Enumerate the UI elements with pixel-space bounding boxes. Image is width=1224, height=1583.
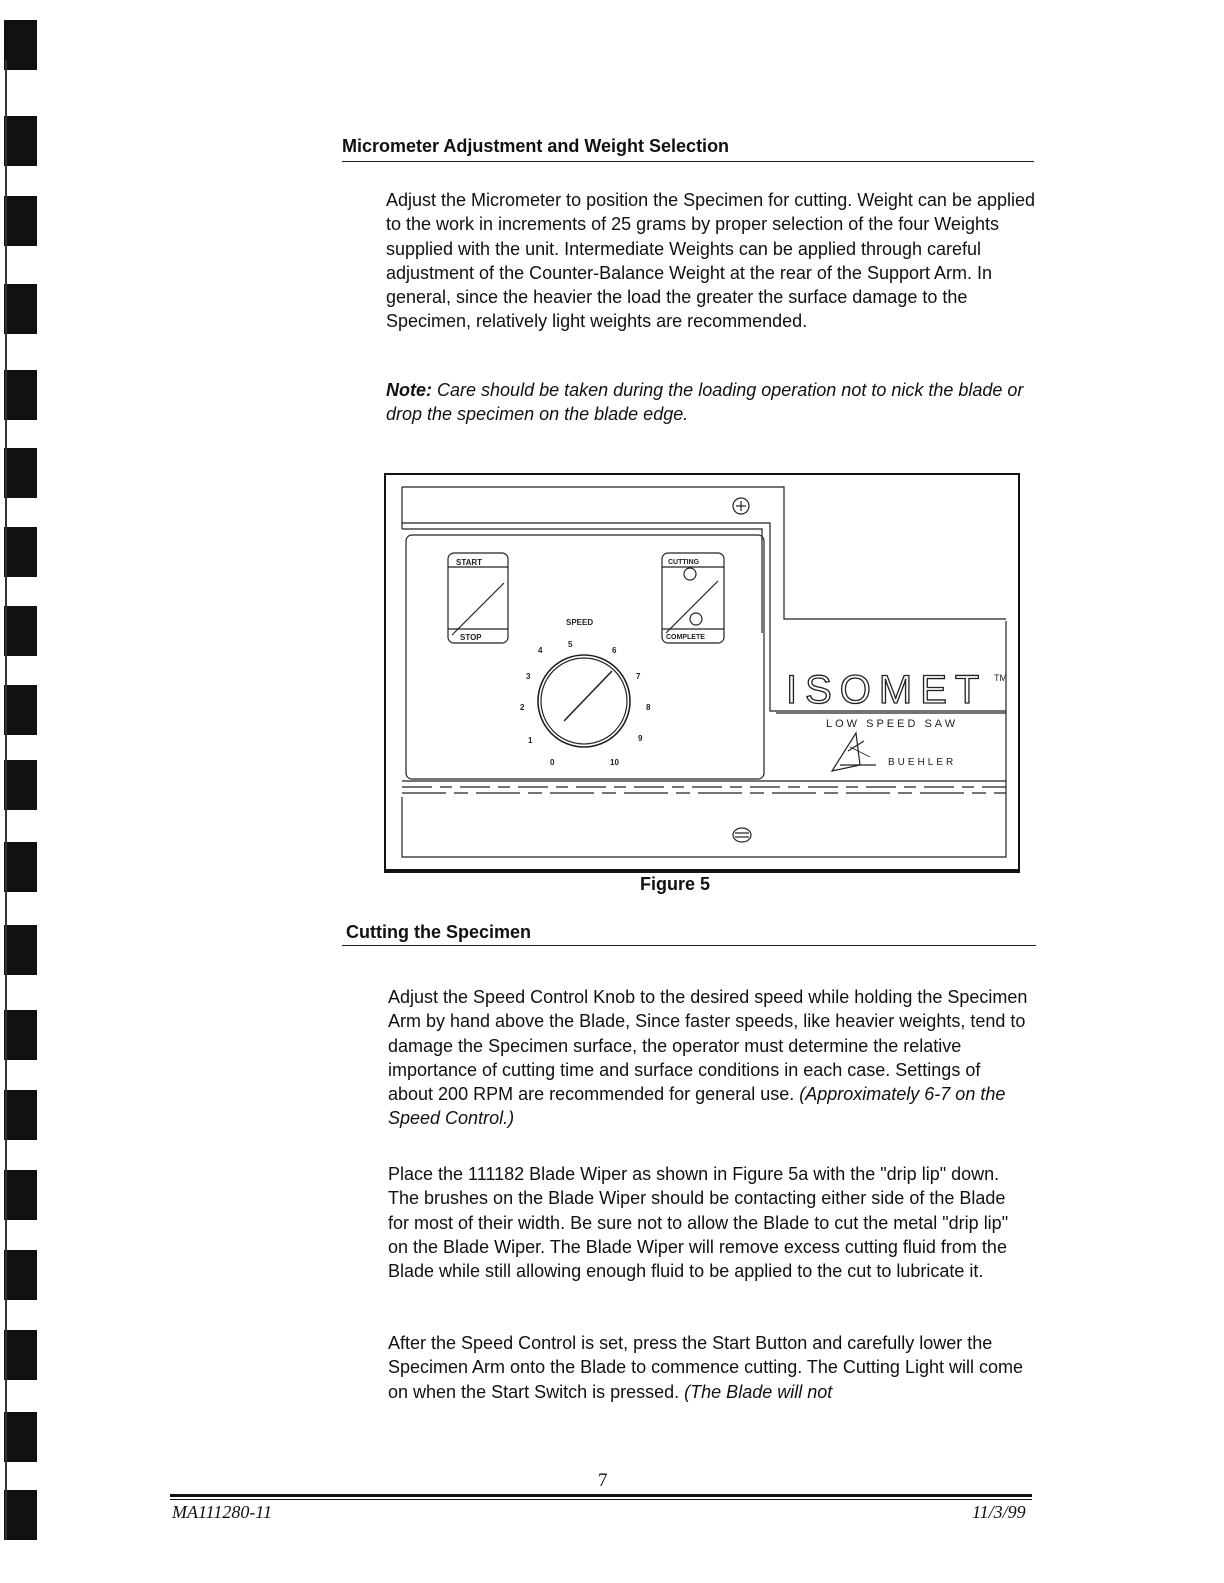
section-rule <box>342 945 1036 946</box>
low-speed-saw-label: LOW SPEED SAW <box>826 718 959 730</box>
dial-number: 5 <box>568 640 573 649</box>
footer-rule <box>170 1494 1032 1497</box>
dial-number: 4 <box>538 646 543 655</box>
section-rule <box>342 161 1034 162</box>
buehler-label: BUEHLER <box>888 757 957 768</box>
cutting-paragraph-3-text: After the Speed Control is set, press the Start Button and carefully lower the Specimen Arm onto the Blade to commence cutting. The Cutting Light will come on when the Start Switch is pressed. <box>388 1333 1023 1402</box>
note-text: Care should be taken during the loading operation not to nick the blade or drop the specimen on the blade edge. <box>386 380 1024 425</box>
cutting-paragraph-1-text: Adjust the Speed Control Knob to the desired speed while holding the Specimen Arm by hand above the Blade, Since faster speeds, like heavier weights, tend to damage the Specimen surface, the operator must determine the relative importance of cutting time and surface conditions in each case. Settings of about 200 RPM are recommended for general use. <box>388 987 1028 1105</box>
figure-caption: Figure 5 <box>640 874 711 894</box>
dial-number: 2 <box>520 703 525 712</box>
dial-number: 8 <box>646 703 651 712</box>
note-label: Note: <box>386 380 432 400</box>
dial-number: 7 <box>636 672 641 681</box>
document-id: MA111280-11 <box>172 1502 272 1522</box>
complete-label: COMPLETE <box>666 634 705 641</box>
control-panel-drawing <box>386 475 1018 869</box>
dial-number: 0 <box>550 758 555 767</box>
cutting-paragraph-2: Place the 111182 Blade Wiper as shown in Figure 5a with the "drip lip" down. The brushes on the Blade Wiper should be contacting either side of the Blade for most of their width. Be sure not to allow the Blade to cut the metal "drip lip" on the Blade Wiper. The Blade Wiper will remove excess cutting fluid from the Blade while still allowing enough fluid to be applied to the cut to lubricate it. <box>388 1164 1009 1282</box>
trademark: TM <box>994 673 1007 683</box>
dial-number: 10 <box>610 758 619 767</box>
binding-marks <box>0 0 40 1583</box>
isomet-brand: ISOMET <box>786 668 988 712</box>
dial-number: 9 <box>638 734 643 743</box>
section-title-micrometer: Micrometer Adjustment and Weight Selection <box>342 136 730 156</box>
start-label: START <box>456 558 483 567</box>
cutting-label: CUTTING <box>668 559 700 566</box>
dial-number: 6 <box>612 646 617 655</box>
cutting-paragraph-1 <box>388 985 1028 1131</box>
dial-number: 3 <box>526 672 531 681</box>
cutting-paragraph-1-italic: (Approximately 6-7 on the Speed Control.) <box>388 1084 1006 1129</box>
figure-5-control-panel <box>384 473 1020 873</box>
stop-label: STOP <box>460 633 482 642</box>
note-paragraph <box>386 378 1036 427</box>
footer-rule-thin <box>170 1499 1032 1500</box>
page-number: 7 <box>598 1470 608 1491</box>
cutting-paragraph-3 <box>388 1331 1028 1404</box>
dial-number: 1 <box>528 736 533 745</box>
micrometer-paragraph: Adjust the Micrometer to position the Specimen for cutting. Weight can be applied to the work in increments of 25 grams by proper selection of the four Weights supplied with the unit. Intermediate Weights can be applied through careful adjustment of the Counter-Balance Weight at the rear of the Support Arm. In general, since the heavier the load the greater the surface damage to the Specimen, relatively light weights are recommended. <box>386 190 1036 332</box>
speed-label: SPEED <box>566 618 594 627</box>
cutting-paragraph-3-italic: (The Blade will not <box>684 1381 833 1402</box>
section-title-cutting: Cutting the Specimen <box>346 922 532 942</box>
document-date: 11/3/99 <box>972 1502 1026 1522</box>
